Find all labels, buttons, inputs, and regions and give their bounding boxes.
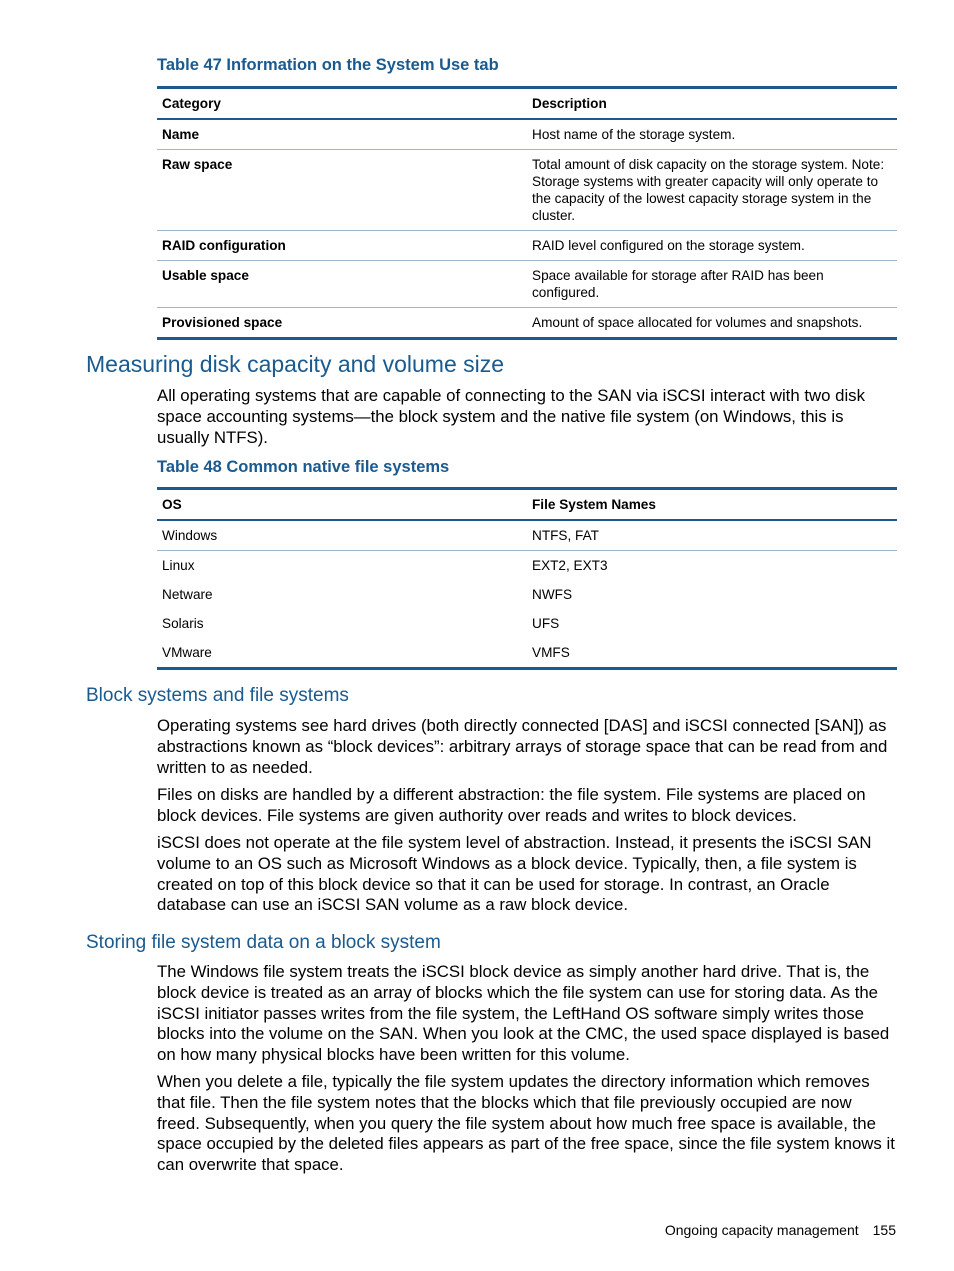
subsection-heading: Block systems and file systems xyxy=(86,685,349,706)
os-cell: Solaris xyxy=(162,616,204,631)
os-cell: VMware xyxy=(162,645,212,660)
category-cell: Provisioned space xyxy=(162,315,283,330)
table-row xyxy=(157,580,897,609)
intro-paragraph: All operating systems that are capable of connecting to the SAN via iSCSI interact with two disk space accounting systems—the block system and the native file system (on Windows, this is usually NTFS). xyxy=(157,386,865,447)
table-row xyxy=(157,119,897,150)
table-row xyxy=(157,609,897,638)
description-cell: Amount of space allocated for volumes and snapshots. xyxy=(532,315,863,330)
description-cell: Host name of the storage system. xyxy=(532,127,736,142)
paragraph: The Windows file system treats the iSCSI block device as simply another hard drive. That is, the block device is treated as an array of blocks which the file system can use for storing data. As the iSCSI initiator passes writes from the file system, the LeftHand OS software simply writes those blocks into the volume on the SAN. When you look at the CMC, the used space displayed is based on how many physical blocks have been written for this volume. xyxy=(157,962,890,1065)
page-number: 155 xyxy=(872,1222,896,1238)
table-row xyxy=(157,638,897,669)
category-cell: RAID configuration xyxy=(162,238,286,253)
category-cell: Usable space xyxy=(162,268,249,283)
file-systems-table xyxy=(157,487,897,670)
column-header: Description xyxy=(532,96,607,111)
paragraph: When you delete a file, typically the file system updates the directory information which removes that file. Then the file system notes that the blocks which that file previously occupied are now freed. Subsequently, when you query the file system about how much free space is available, the space occupied by the deleted files appears as part of the free space, since the file system knows it can overwrite that space. xyxy=(157,1072,895,1175)
table-47-caption: Table 47 Information on the System Use tab xyxy=(157,56,499,74)
description-cell: Total amount of disk capacity on the storage system. Note: Storage systems with greater capacity will only operate to the capacity of the lowest capacity storage system in the cluster. xyxy=(532,157,885,223)
table-row xyxy=(157,261,897,308)
category-cell: Raw space xyxy=(162,157,233,172)
paragraph: Operating systems see hard drives (both directly connected [DAS] and iSCSI connected [SAN]) as abstractions known as “block devices”: arbitrary arrays of storage space that can be read from and written to as needed. xyxy=(157,716,888,777)
category-cell: Name xyxy=(162,127,200,142)
os-cell: Netware xyxy=(162,587,213,602)
os-cell: Linux xyxy=(162,558,195,573)
table-row xyxy=(157,150,897,231)
footer-section-title: Ongoing capacity management xyxy=(664,1222,859,1238)
table-header-row xyxy=(157,489,897,521)
column-header: Category xyxy=(162,96,221,111)
fs-names-cell: NWFS xyxy=(532,587,573,602)
fs-names-cell: UFS xyxy=(532,616,560,631)
paragraph: Files on disks are handled by a different abstraction: the file system. File systems are placed on block devices. File systems are given authority over reads and writes to block devices. xyxy=(157,785,866,825)
os-cell: Windows xyxy=(162,528,218,543)
table-row xyxy=(157,308,897,339)
table-header-row xyxy=(157,88,897,120)
table-48-caption: Table 48 Common native file systems xyxy=(157,458,450,476)
table-row xyxy=(157,231,897,261)
subsection-heading: Storing file system data on a block system xyxy=(86,932,441,953)
page-footer xyxy=(665,1222,896,1238)
description-cell: Space available for storage after RAID has been configured. xyxy=(532,268,824,300)
paragraph: iSCSI does not operate at the file system level of abstraction. Instead, it presents the iSCSI SAN volume to an OS such as Microsoft Windows as a block device. Typically, then, a file system is created on top of this block device so that it can be used for storage. In contrast, an Oracle database can use an iSCSI SAN volume as a raw block device. xyxy=(157,833,872,915)
table-row xyxy=(157,551,897,581)
column-header: OS xyxy=(162,497,182,512)
table-row xyxy=(157,520,897,551)
system-use-table xyxy=(157,86,897,340)
description-cell: RAID level configured on the storage system. xyxy=(532,238,805,253)
column-header: File System Names xyxy=(532,497,656,512)
fs-names-cell: EXT2, EXT3 xyxy=(532,558,608,573)
fs-names-cell: VMFS xyxy=(532,645,570,660)
section-heading: Measuring disk capacity and volume size xyxy=(86,351,505,377)
fs-names-cell: NTFS, FAT xyxy=(532,528,599,543)
